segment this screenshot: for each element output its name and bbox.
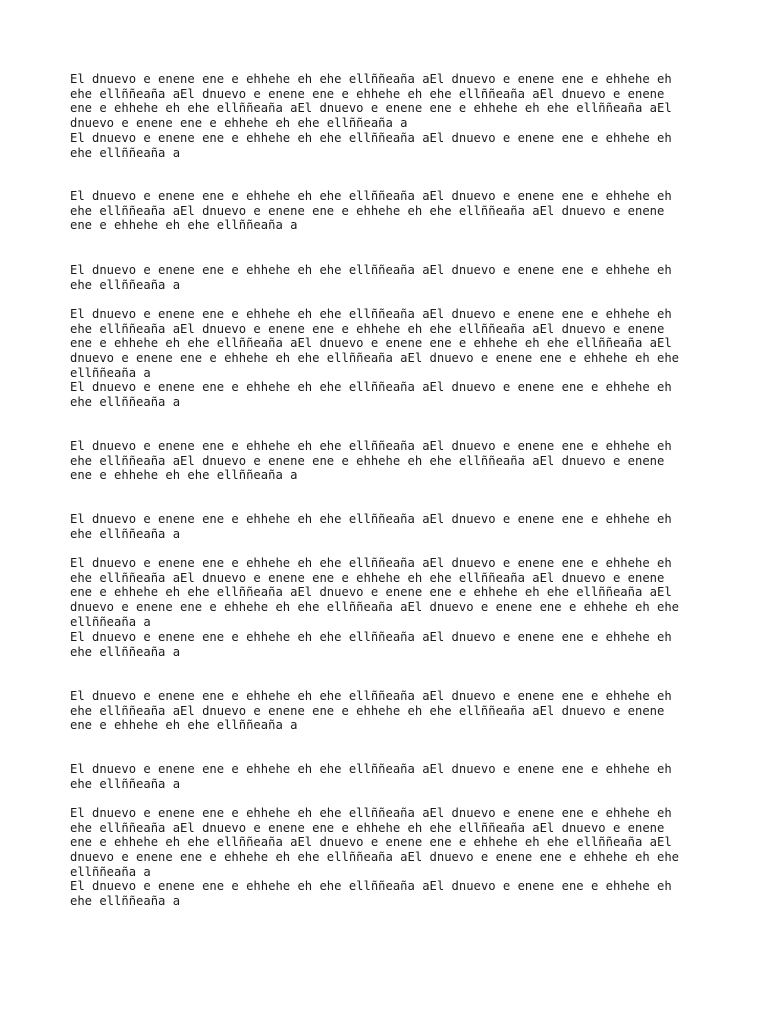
paragraph-4: El dnuevo e enene ene e ehhehe eh ehe ellññeaña aEl dnuevo e enene ene e ehhehe eh ehe ellññeaña a — [70, 263, 672, 292]
paragraph-9: El dnuevo e enene ene e ehhehe eh ehe ellññeaña aEl dnuevo e enene ene e ehhehe eh ehe ellññeaña aEl dnuevo e enene ene e ehhehe eh ehe ellññeaña aEl dnuevo e enene ene e ehhehe eh ehe ellññeaña aEl dnuevo e enene ene e ehhehe eh ehe ellññeaña aEl dnuevo e enene ene e ehhehe eh ehe ellññeaña aEl dnuevo e enene ene e ehhehe eh ehe ellññeaña a — [70, 556, 680, 629]
paragraph-6: El dnuevo e enene ene e ehhehe eh ehe ellññeaña aEl dnuevo e enene ene e ehhehe eh ehe ellññeaña a — [70, 380, 672, 409]
paragraph-2: El dnuevo e enene ene e ehhehe eh ehe ellññeaña aEl dnuevo e enene ene e ehhehe eh ehe ellññeaña a — [70, 131, 672, 160]
paragraph-1: El dnuevo e enene ene e ehhehe eh ehe ellññeaña aEl dnuevo e enene ene e ehhehe eh ehe ellññeaña aEl dnuevo e enene ene e ehhehe eh ehe ellññeaña aEl dnuevo e enene ene e ehhehe eh ehe ellññeaña aEl dnuevo e enene ene e ehhehe eh ehe ellññeaña aEl dnuevo e enene ene e ehhehe eh ehe ellññeaña a — [70, 72, 672, 131]
paragraph-10: El dnuevo e enene ene e ehhehe eh ehe ellññeaña aEl dnuevo e enene ene e ehhehe eh ehe ellññeaña a — [70, 630, 672, 659]
paragraph-7: El dnuevo e enene ene e ehhehe eh ehe ellññeaña aEl dnuevo e enene ene e ehhehe eh ehe ellññeaña aEl dnuevo e enene ene e ehhehe eh ehe ellññeaña aEl dnuevo e enene ene e ehhehe eh ehe ellññeaña a — [70, 439, 672, 483]
paragraph-5: El dnuevo e enene ene e ehhehe eh ehe ellññeaña aEl dnuevo e enene ene e ehhehe eh ehe ellññeaña aEl dnuevo e enene ene e ehhehe eh ehe ellññeaña aEl dnuevo e enene ene e ehhehe eh ehe ellññeaña aEl dnuevo e enene ene e ehhehe eh ehe ellññeaña aEl dnuevo e enene ene e ehhehe eh ehe ellññeaña aEl dnuevo e enene ene e ehhehe eh ehe ellññeaña a — [70, 307, 680, 380]
paragraph-12: El dnuevo e enene ene e ehhehe eh ehe ellññeaña aEl dnuevo e enene ene e ehhehe eh ehe ellññeaña a — [70, 762, 672, 791]
paragraph-13: El dnuevo e enene ene e ehhehe eh ehe ellññeaña aEl dnuevo e enene ene e ehhehe eh ehe ellññeaña aEl dnuevo e enene ene e ehhehe eh ehe ellññeaña aEl dnuevo e enene ene e ehhehe eh ehe ellññeaña aEl dnuevo e enene ene e ehhehe eh ehe ellññeaña aEl dnuevo e enene ene e ehhehe eh ehe ellññeaña aEl dnuevo e enene ene e ehhehe eh ehe ellññeaña a — [70, 806, 680, 879]
paragraph-3: El dnuevo e enene ene e ehhehe eh ehe ellññeaña aEl dnuevo e enene ene e ehhehe eh ehe ellññeaña aEl dnuevo e enene ene e ehhehe eh ehe ellññeaña aEl dnuevo e enene ene e ehhehe eh ehe ellññeaña a — [70, 189, 672, 233]
paragraph-8: El dnuevo e enene ene e ehhehe eh ehe ellññeaña aEl dnuevo e enene ene e ehhehe eh ehe ellññeaña a — [70, 512, 672, 541]
paragraph-14: El dnuevo e enene ene e ehhehe eh ehe ellññeaña aEl dnuevo e enene ene e ehhehe eh ehe ellññeaña a — [70, 879, 672, 908]
paragraph-11: El dnuevo e enene ene e ehhehe eh ehe ellññeaña aEl dnuevo e enene ene e ehhehe eh ehe ellññeaña aEl dnuevo e enene ene e ehhehe eh ehe ellññeaña aEl dnuevo e enene ene e ehhehe eh ehe ellññeaña a — [70, 689, 672, 733]
